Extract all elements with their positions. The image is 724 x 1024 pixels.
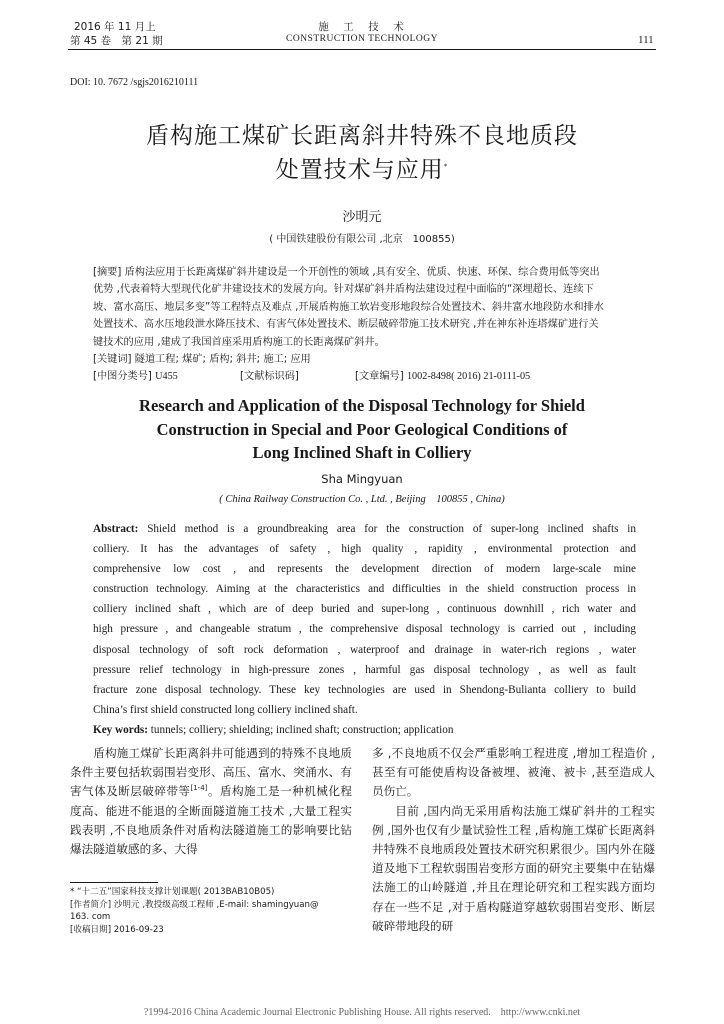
citation: [1-4] [190, 784, 208, 793]
footnote-rule [70, 882, 158, 883]
abstract-en-line: colliery inclined shaft , which are of deep buried and super-long , continuous downhill , rich water and [93, 603, 636, 616]
header-journal-en: CONSTRUCTION TECHNOLOGY [286, 34, 438, 44]
header-rule [68, 49, 656, 50]
body-paragraph: 盾构施工煤矿长距离斜井可能遇到的特殊不良地质条件主要包括软弱围岩变形、高压、富水、突涌水、有害气体及断层破碎带等[1-4]。盾构施工是一种机械化程度高、能进不能退的全断面隧道施工技术 ,大量工程实践表明 ,不良地质条件对盾构法隧道施工的影响要比钻爆法隧道敏感的多、大得 [70, 746, 352, 857]
abstract-en-line: Abstract: Shield method is a groundbreaking area for the construction of super-long inclined shafts in [93, 523, 636, 535]
clc-value: U455 [155, 371, 178, 383]
abstract-en-line: China’s first shield constructed long colliery inclined shaft. [93, 703, 358, 716]
abstract-en [93, 519, 636, 740]
abstract-cn-line: 坡、富水高压、地层多变”等工程特点及难点 ,开展盾构施工软岩变形地段综合处置技术、斜井富水地段防水和排水 [93, 301, 604, 313]
abstract-en-line: fracture zone disposal technology. These key technologies are used in Shendong-Bulianta colliery to build [93, 683, 636, 696]
footnote-fund: * “十二五”国家科技支撑计划课题( 2013BAB10B05) [70, 887, 275, 897]
footnotes [70, 886, 360, 936]
abstract-cn-line: [摘要] 盾构法应用于长距离煤矿斜井建设是一个开创性的领域 ,具有安全、优质、快速、环保、综合费用低等突出 [93, 267, 600, 278]
doc-code: [文献标识码] [240, 371, 299, 383]
title-en-line3: Long Inclined Shaft in Colliery [252, 443, 472, 462]
title-en-line2: Construction in Special and Poor Geological Conditions of [156, 420, 568, 439]
classification-row [93, 368, 638, 385]
abstract-en-line: disposal technology of soft rock deformation , waterproof and drainage in water-rich regions , water [93, 643, 636, 656]
footnote-received: [收稿日期] 2016-09-23 [70, 924, 164, 935]
title-cn-line2: 处置技术与应用 [275, 157, 444, 183]
abstract-en-label: Abstract: [93, 523, 139, 535]
abstract-cn-line: 优势 ,代表着特大型现代化矿井建设技术的发展方向。针对煤矿斜井盾构法建设过程中面临的“深埋超长、连续下 [93, 284, 594, 296]
abstract-cn [93, 264, 638, 385]
affiliation-cn: ( 中国铁建股份有限公司 ,北京 100855) [269, 234, 455, 245]
keywords-cn-label: [关键词] [93, 354, 132, 366]
body-paragraph: 目前 ,国内尚无采用盾构法施工煤矿斜井的工程实例 ,国外也仅有少量试验性工程 ,盾构施工煤矿长距离斜井特殊不良地质段处置技术研究积累很少。国内外在隧道及地下工程软弱围岩变形方面的研究主要集中在钻爆法施工的山岭隧道 ,并且在理论研究和工程实践方面均存在一些不足 ,对于盾构隧道穿越软弱围岩变形、断层破碎带地段的研 [372, 803, 655, 933]
abstract-en-line: construction technology. Aiming at the characteristics and difficulties in the shield construction process in [93, 583, 636, 596]
header-page-number: 111 [638, 34, 654, 46]
header-volume: 第 45 卷 [70, 35, 112, 47]
abstract-en-line: comprehensive low cost , and represents the development direction of modern large-scale mine [93, 563, 636, 576]
title-fund-mark: * [443, 162, 449, 171]
abstract-cn-label: [摘要] [93, 267, 122, 278]
clc: [中图分类号] U455 [93, 371, 178, 383]
keywords-en-text: tunnels; colliery; shielding; inclined shaft; construction; application [150, 723, 454, 736]
header-journal-cn: 施 工 技 术 [318, 21, 406, 33]
author-en: Sha Mingyuan [321, 472, 403, 486]
abstract-cn-line: 键技术的应用 ,建成了我国首座采用盾构施工的长距离煤矿斜井。 [93, 336, 385, 348]
abstract-en-line: pressure relief technology in high-pressure zones , harmful gas disposal technology , as well as fault [93, 663, 636, 676]
body-paragraph: 多 ,不良地质不仅会严重影响工程进度 ,增加工程造价 ,甚至有可能使盾构设备被埋、被淹、被卡 ,甚至造成人员伤亡。 [372, 746, 656, 799]
header-date: 2016 年 11 月上 [74, 21, 156, 33]
article-number-value: 1002-8498( 2016) 21-0111-05 [406, 371, 531, 383]
affiliation-en: ( China Railway Construction Co. , Ltd. , Beijing 100855 , China) [219, 494, 505, 505]
footnote-author-cont: 163. com [70, 912, 111, 923]
copyright-footer: ?1994-2016 China Academic Journal Electronic Publishing House. All rights reserved. http://www.cnki.net [143, 1007, 581, 1018]
doi: DOI: 10. 7672 /sgjs2016210111 [70, 77, 199, 88]
footnote-author: [作者简介] 沙明元 ,教授级高级工程师 ,E-mail: shamingyuan@ [70, 899, 319, 910]
title-cn-line2-wrap [0, 151, 724, 184]
title-cn-line1: 盾构施工煤矿长距离斜井特殊不良地质段 [146, 123, 578, 149]
abstract-cn-line: 处置技术、高水压地段泄水降压技术、有害气体处置技术、断层破碎带施工技术研究 ,并在神东补连塔煤矿进行关 [93, 319, 599, 331]
keywords-en-label: Key words: [93, 723, 148, 736]
title-en-line1: Research and Application of the Disposal Technology for Shield [139, 396, 585, 415]
keywords-cn-text: 隧道工程; 煤矿; 盾构; 斜井; 施工; 应用 [134, 354, 311, 366]
header-issue: 第 21 期 [121, 35, 163, 47]
author-cn: 沙明元 [342, 210, 382, 225]
keywords-cn [93, 351, 638, 368]
keywords-en [93, 720, 636, 740]
body-right-column [372, 744, 655, 936]
body-left-column [70, 744, 352, 859]
abstract-en-line: high pressure , and changeable stratum , the comprehensive disposal technology is carried out , including [93, 623, 636, 636]
abstract-en-line: colliery. It has the advantages of safety , high quality , rapidity , environmental protection and [93, 543, 636, 556]
article-number: [文章编号] 1002-8498( 2016) 21-0111-05 [355, 371, 531, 383]
